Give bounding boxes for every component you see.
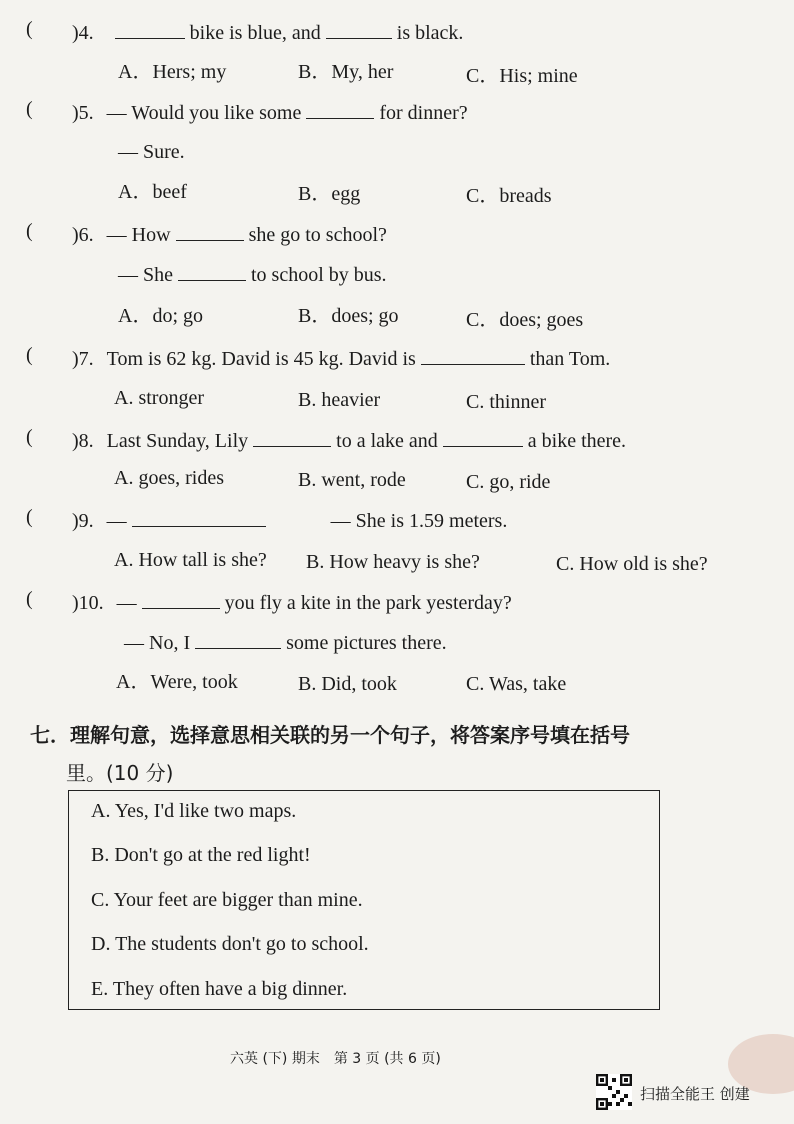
option-c: C．breads <box>466 185 552 207</box>
option-a: A．Hers; my <box>118 61 227 83</box>
qr-code-icon <box>596 1074 632 1110</box>
answer-bracket[interactable] <box>26 506 63 529</box>
bracket-open: ( <box>26 98 33 120</box>
answer-blank[interactable] <box>326 20 392 39</box>
option-c: C．does; goes <box>466 309 584 331</box>
box-option-a: A. Yes, I'd like two maps. <box>91 800 297 822</box>
option-b: B．egg <box>298 183 361 205</box>
option-a: A．do; go <box>118 305 203 327</box>
question-stem <box>72 100 468 125</box>
question-stem <box>72 508 507 533</box>
bracket-open: ( <box>26 344 33 366</box>
stem-text: — No, I <box>124 632 191 654</box>
section-title-line: 里。(10 分) <box>66 761 174 785</box>
scanner-watermark <box>596 1074 772 1114</box>
answer-blank[interactable] <box>178 262 246 281</box>
response-line: — Sure. <box>118 141 185 163</box>
stem-text: is black. <box>396 22 464 44</box>
option-a: A. How tall is she? <box>114 549 267 571</box>
answer-blank[interactable] <box>443 428 523 447</box>
answer-blank[interactable] <box>306 100 374 119</box>
option-c: C. thinner <box>466 391 546 413</box>
question-number: )8. <box>72 430 94 452</box>
stem-text: to school by bus. <box>251 264 387 286</box>
answer-bracket[interactable] <box>26 220 63 243</box>
option-c: C．His; mine <box>466 65 578 87</box>
box-option-d: D. The students don't go to school. <box>91 933 369 955</box>
stem-text: for dinner? <box>379 102 468 124</box>
stem-text: Last Sunday, Lily <box>106 430 249 452</box>
option-a: A. stronger <box>114 387 204 409</box>
question-number: )10. <box>72 592 104 614</box>
option-b: B. went, rode <box>298 469 406 491</box>
scanner-label: 扫描全能王 创建 <box>640 1085 750 1103</box>
box-option-c: C. Your feet are bigger than mine. <box>91 889 363 911</box>
question-number: )7. <box>72 348 94 370</box>
answer-blank[interactable] <box>132 508 266 527</box>
response-line <box>118 262 387 287</box>
option-a: A．beef <box>118 181 187 203</box>
answer-bracket[interactable] <box>26 588 63 611</box>
section-title-line: 七．理解句意，选择意思相关联的另一个句子，将答案序号填在括号 <box>30 723 630 747</box>
stem-text: — She is 1.59 meters. <box>330 510 508 532</box>
question-number: )6. <box>72 224 94 246</box>
answer-bracket[interactable] <box>26 344 63 367</box>
answer-bracket[interactable] <box>26 18 63 41</box>
answer-blank[interactable] <box>115 20 185 39</box>
option-c: C. How old is she? <box>556 553 708 575</box>
answer-blank[interactable] <box>421 346 525 365</box>
stem-text: — <box>116 592 137 614</box>
page-footer: 六英 (下) 期末 第 3 页 (共 6 页) <box>230 1051 441 1067</box>
bracket-open: ( <box>26 506 33 528</box>
stem-text: — She <box>118 264 173 286</box>
stem-text: than Tom. <box>529 348 611 370</box>
question-number: )9. <box>72 510 94 532</box>
answer-blank[interactable] <box>142 590 220 609</box>
question-number: )4. <box>72 22 94 44</box>
bracket-open: ( <box>26 220 33 242</box>
option-b: B. How heavy is she? <box>306 551 480 573</box>
bracket-open: ( <box>26 18 33 40</box>
stem-text: she go to school? <box>248 224 387 246</box>
stem-text: you fly a kite in the park yesterday? <box>224 592 512 614</box>
option-b: B. Did, took <box>298 673 397 695</box>
stem-text: bike is blue, and <box>189 22 321 44</box>
answer-bracket[interactable] <box>26 98 63 121</box>
stem-text: a bike there. <box>527 430 627 452</box>
question-stem <box>72 20 463 45</box>
bracket-open: ( <box>26 588 33 610</box>
bracket-open: ( <box>26 426 33 448</box>
answer-blank[interactable] <box>176 222 244 241</box>
answer-options-box <box>68 790 660 1010</box>
question-stem <box>72 428 626 453</box>
stem-text: Tom is 62 kg. David is 45 kg. David is <box>106 348 416 370</box>
stem-text: some pictures there. <box>286 632 447 654</box>
option-c: C. Was, take <box>466 673 567 695</box>
option-a: A. goes, rides <box>114 467 224 489</box>
stem-text: to a lake and <box>336 430 438 452</box>
stem-text: — How <box>106 224 171 246</box>
question-stem <box>72 590 512 615</box>
stem-text: — Would you like some <box>106 102 302 124</box>
option-b: B. heavier <box>298 389 381 411</box>
answer-bracket[interactable] <box>26 426 63 449</box>
section-7-title <box>30 716 730 792</box>
stem-text: — <box>106 510 127 532</box>
response-line <box>124 630 447 655</box>
box-option-e: E. They often have a big dinner. <box>91 978 348 1000</box>
option-b: B．My, her <box>298 61 394 83</box>
question-stem <box>72 222 387 247</box>
option-c: C. go, ride <box>466 471 551 493</box>
box-option-b: B. Don't go at the red light! <box>91 844 311 866</box>
option-a: A．Were, took <box>116 671 238 693</box>
answer-blank[interactable] <box>195 630 281 649</box>
answer-blank[interactable] <box>253 428 331 447</box>
question-stem <box>72 346 610 371</box>
option-b: B．does; go <box>298 305 399 327</box>
question-number: )5. <box>72 102 94 124</box>
